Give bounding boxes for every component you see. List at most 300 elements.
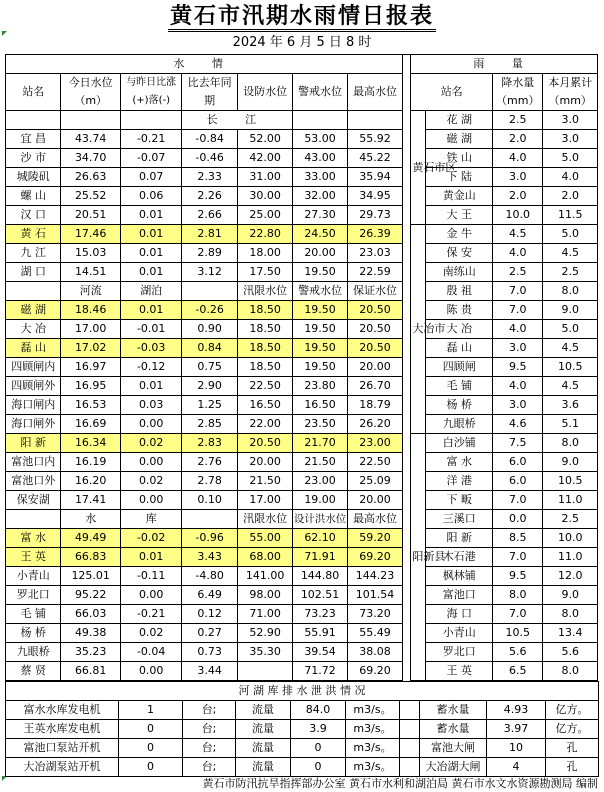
drainage-title: 河 湖 库 排 水 泄 洪 情 况 [6, 682, 599, 701]
vs-last-year: 0.84 [182, 339, 237, 358]
rain-amount: 7.0 [493, 282, 543, 301]
limit-level-3: 45.22 [347, 149, 403, 168]
station-row [6, 358, 598, 377]
rain-station-name: 铁 山 [426, 149, 493, 168]
col-vs-last-year: 比去年同 期 [182, 74, 237, 111]
limit-level-2: 19.50 [293, 320, 347, 339]
section-river: 河流 [61, 282, 120, 301]
vs-yesterday: -0.04 [120, 643, 182, 662]
station-row [6, 149, 598, 168]
limit-level-3: 23.00 [347, 434, 403, 453]
col-res-flood: 汛限水位 [237, 510, 292, 529]
limit-level-2: 16.50 [293, 396, 347, 415]
limit-level-2: 39.54 [293, 643, 347, 662]
drainage-right-value: 10 [487, 739, 546, 758]
vs-last-year: 2.66 [182, 206, 237, 225]
rain-amount: 7.0 [493, 491, 543, 510]
limit-level-3: 26.20 [347, 415, 403, 434]
col-month-total: 本月累计（mm） [543, 74, 598, 111]
station-row [6, 225, 598, 244]
rain-station-name: 富池口 [426, 586, 493, 605]
station-name: 毛 铺 [6, 605, 61, 624]
limit-level-2: 23.80 [293, 377, 347, 396]
drainage-flow: 0 [291, 739, 346, 758]
today-level: 16.53 [61, 396, 120, 415]
station-row [6, 529, 598, 548]
drainage-flow: 0 [291, 758, 346, 777]
station-row [6, 415, 598, 434]
vs-last-year: 0.75 [182, 358, 237, 377]
today-level: 17.41 [61, 491, 120, 510]
rain-amount: 2.5 [493, 263, 543, 282]
limit-level-1: 20.50 [237, 434, 292, 453]
limit-level-1: 18.50 [237, 301, 292, 320]
station-row [6, 244, 598, 263]
col-res-design: 设计洪水位 [293, 510, 347, 529]
station-name: 小青山 [6, 567, 61, 586]
rain-station-name: 杨 桥 [426, 396, 493, 415]
drainage-row [6, 701, 599, 720]
station-name: 沙 市 [6, 149, 61, 168]
rain-amount: 4.0 [493, 377, 543, 396]
station-row [6, 548, 598, 567]
rain-month-total: 5.6 [543, 643, 598, 662]
today-level: 35.23 [61, 643, 120, 662]
drainage-right-label: 蓄水量 [420, 701, 487, 720]
station-name: 汉 口 [6, 206, 61, 225]
station-row [6, 624, 598, 643]
water-rain-table [5, 54, 598, 681]
col-highest: 最高水位 [347, 74, 403, 111]
limit-level-1: 22.80 [237, 225, 292, 244]
vs-last-year: -0.84 [182, 130, 237, 149]
limit-level-1: 141.00 [237, 567, 292, 586]
vs-yesterday: 0.01 [120, 206, 182, 225]
rain-region-label: 黄石市区 [411, 111, 426, 225]
station-name: 城陵矶 [6, 168, 61, 187]
rain-month-total: 2.5 [543, 263, 598, 282]
vs-last-year: 2.83 [182, 434, 237, 453]
limit-level-3: 22.50 [347, 453, 403, 472]
station-row [6, 168, 598, 187]
limit-level-3: 20.00 [347, 358, 403, 377]
vs-yesterday: -0.21 [120, 605, 182, 624]
section-row-lake [6, 282, 598, 301]
drainage-right-label: 大冶湖大闸 [420, 758, 487, 777]
station-name: 富池口外 [6, 472, 61, 491]
limit-level-1: 20.00 [237, 453, 292, 472]
station-row [6, 662, 598, 681]
col-vs-yesterday: 与昨日比涨(+)落(-) [120, 74, 182, 111]
drainage-row [6, 739, 599, 758]
limit-level-1: 22.50 [237, 377, 292, 396]
vs-last-year: 2.33 [182, 168, 237, 187]
rain-month-total: 11.0 [543, 491, 598, 510]
limit-level-3: 26.70 [347, 377, 403, 396]
limit-level-1: 17.00 [237, 491, 292, 510]
vs-yesterday: 0.01 [120, 244, 182, 263]
rain-month-total: 10.5 [543, 358, 598, 377]
column-header-row [6, 74, 598, 111]
limit-level-1: 18.00 [237, 244, 292, 263]
rain-amount: 4.5 [493, 225, 543, 244]
blank-cell [182, 282, 237, 301]
today-level: 66.81 [61, 662, 120, 681]
rain-amount: 2.0 [493, 187, 543, 206]
rain-amount: 9.5 [493, 567, 543, 586]
rain-month-total: 2.5 [543, 510, 598, 529]
limit-level-3: 29.73 [347, 206, 403, 225]
rain-station-name: 保 安 [426, 244, 493, 263]
station-name: 大 冶 [6, 320, 61, 339]
station-row [6, 263, 598, 282]
station-name: 海口闸外 [6, 415, 61, 434]
vs-yesterday: 0.01 [120, 548, 182, 567]
vs-yesterday: 0.03 [120, 396, 182, 415]
drainage-right-unit: 亿方。 [546, 720, 599, 739]
station-row [6, 320, 598, 339]
rain-month-total: 11.0 [543, 548, 598, 567]
rain-amount: 7.5 [493, 434, 543, 453]
vs-last-year: 2.81 [182, 225, 237, 244]
blank-cell [6, 510, 61, 529]
rain-station-name: 三溪口 [426, 510, 493, 529]
drainage-count: 0 [119, 758, 183, 777]
today-level: 49.38 [61, 624, 120, 643]
vs-yesterday: -0.21 [120, 130, 182, 149]
station-row [6, 567, 598, 586]
limit-level-3: 69.20 [347, 662, 403, 681]
today-level: 16.69 [61, 415, 120, 434]
station-row [6, 472, 598, 491]
blank-cell [6, 111, 61, 130]
station-name: 黄 石 [6, 225, 61, 244]
limit-level-1: 52.90 [237, 624, 292, 643]
limit-level-1: 98.00 [237, 586, 292, 605]
col-lake-warning: 警戒水位 [293, 282, 347, 301]
limit-level-3: 34.95 [347, 187, 403, 206]
footer-credits: 黄石市防汛抗旱指挥部办公室 黄石市水利和湖泊局 黄石市水文水资源勘测局 编制 [202, 777, 598, 790]
rain-station-name: 小青山 [426, 624, 493, 643]
drainage-row [6, 720, 599, 739]
station-name: 王 英 [6, 548, 61, 567]
rain-amount: 3.0 [493, 168, 543, 187]
vs-yesterday: 0.02 [120, 434, 182, 453]
rain-region-label: 大冶市 [411, 225, 426, 434]
vs-yesterday: 0.01 [120, 377, 182, 396]
rain-amount: 2.5 [493, 111, 543, 130]
station-name: 九眼桥 [6, 643, 61, 662]
drainage-flow-unit: m3/s。 [346, 758, 400, 777]
report-date: 2024 年 6 月 5 日 8 时 [232, 35, 372, 50]
drainage-unit: 台; [183, 720, 236, 739]
drainage-right-unit: 孔 [546, 758, 599, 777]
header-row [6, 55, 598, 74]
rain-station-name: 陈 贵 [426, 301, 493, 320]
today-level: 16.34 [61, 434, 120, 453]
limit-level-1: 42.00 [237, 149, 292, 168]
rain-month-total: 9.0 [543, 453, 598, 472]
vs-last-year: 0.73 [182, 643, 237, 662]
rain-station-name: 木石港 [426, 548, 493, 567]
rain-station-name: 花 湖 [426, 111, 493, 130]
drainage-right-value: 4 [487, 758, 546, 777]
limit-level-1: 25.00 [237, 206, 292, 225]
section-reservoir-1: 水 [61, 510, 120, 529]
rain-month-total: 5.1 [543, 415, 598, 434]
col-rainfall: 降水量（mm） [493, 74, 543, 111]
limit-level-2: 32.00 [293, 187, 347, 206]
today-level: 16.97 [61, 358, 120, 377]
col-rain-station: 站名 [411, 74, 493, 111]
limit-level-1: 21.50 [237, 472, 292, 491]
blank-cell [400, 758, 420, 777]
limit-level-3: 25.09 [347, 472, 403, 491]
station-name: 四顾闸外 [6, 377, 61, 396]
section-lake: 湖泊 [120, 282, 182, 301]
limit-level-3: 23.03 [347, 244, 403, 263]
today-level: 16.95 [61, 377, 120, 396]
drainage-unit: 台; [183, 739, 236, 758]
blank-cell [400, 701, 420, 720]
blank-cell [120, 111, 182, 130]
limit-level-1: 30.00 [237, 187, 292, 206]
limit-level-2: 43.00 [293, 149, 347, 168]
rain-station-name: 下 畈 [426, 491, 493, 510]
station-row [6, 396, 598, 415]
rain-amount: 4.0 [493, 320, 543, 339]
col-lake-flood: 汛限水位 [237, 282, 292, 301]
rain-month-total: 9.0 [543, 301, 598, 320]
vs-last-year: 0.27 [182, 624, 237, 643]
vs-last-year: 3.43 [182, 548, 237, 567]
today-level: 17.02 [61, 339, 120, 358]
rain-amount: 2.0 [493, 130, 543, 149]
rain-station-name: 九眼桥 [426, 415, 493, 434]
limit-level-2: 23.50 [293, 415, 347, 434]
limit-level-1: 17.50 [237, 263, 292, 282]
section-changjiang: 长 江 [182, 111, 293, 130]
rain-station-name: 枫林铺 [426, 567, 493, 586]
limit-level-2: 24.50 [293, 225, 347, 244]
rain-month-total: 4.0 [543, 168, 598, 187]
rain-month-total: 4.5 [543, 244, 598, 263]
rain-station-name: 磊 山 [426, 339, 493, 358]
vs-last-year: 2.76 [182, 453, 237, 472]
vs-yesterday: 0.00 [120, 662, 182, 681]
vs-last-year: 2.90 [182, 377, 237, 396]
today-level: 25.52 [61, 187, 120, 206]
limit-level-2: 55.91 [293, 624, 347, 643]
limit-level-3: 20.50 [347, 301, 403, 320]
today-level: 16.19 [61, 453, 120, 472]
drainage-facility: 富池口泵站开机 [6, 739, 119, 758]
today-level: 34.70 [61, 149, 120, 168]
limit-level-2: 33.00 [293, 168, 347, 187]
limit-level-2: 73.23 [293, 605, 347, 624]
station-name: 湖 口 [6, 263, 61, 282]
rain-month-total: 5.0 [543, 320, 598, 339]
rain-month-total: 8.0 [543, 662, 598, 681]
blank-cell [400, 739, 420, 758]
col-today-level: 今日水位（m） [61, 74, 120, 111]
limit-level-2: 71.72 [293, 662, 347, 681]
station-name: 富 水 [6, 529, 61, 548]
vs-last-year: 6.49 [182, 586, 237, 605]
vs-yesterday: -0.01 [120, 320, 182, 339]
today-level: 15.03 [61, 244, 120, 263]
limit-level-1: 18.50 [237, 320, 292, 339]
drainage-flow-label: 流量 [236, 720, 291, 739]
station-row [6, 130, 598, 149]
limit-level-3: 18.79 [347, 396, 403, 415]
station-name: 阳 新 [6, 434, 61, 453]
blank-cell [347, 111, 403, 130]
blank-cell [6, 282, 61, 301]
rain-amount: 9.5 [493, 358, 543, 377]
vs-yesterday: 0.00 [120, 453, 182, 472]
col-flood-control: 设防水位 [237, 74, 292, 111]
drainage-right-value: 3.97 [487, 720, 546, 739]
limit-level-3: 26.39 [347, 225, 403, 244]
station-name: 磊 山 [6, 339, 61, 358]
today-level: 18.46 [61, 301, 120, 320]
rain-month-total: 5.0 [543, 149, 598, 168]
drainage-right-unit: 孔 [546, 739, 599, 758]
today-level: 20.51 [61, 206, 120, 225]
rain-station-name: 毛 铺 [426, 377, 493, 396]
rain-month-total: 4.5 [543, 377, 598, 396]
limit-level-1 [237, 662, 292, 681]
limit-level-2: 19.50 [293, 263, 347, 282]
drainage-unit: 台; [183, 758, 236, 777]
limit-level-3: 59.20 [347, 529, 403, 548]
drainage-flow-unit: m3/s。 [346, 720, 400, 739]
limit-level-2: 62.10 [293, 529, 347, 548]
today-level: 125.01 [61, 567, 120, 586]
rain-month-total: 4.5 [543, 339, 598, 358]
rain-station-name: 白沙铺 [426, 434, 493, 453]
drainage-flow-label: 流量 [236, 701, 291, 720]
rain-amount: 6.0 [493, 453, 543, 472]
station-row [6, 586, 598, 605]
today-level: 14.51 [61, 263, 120, 282]
limit-level-3: 22.59 [347, 263, 403, 282]
rain-region-label: 阳新县 [411, 434, 426, 681]
rain-station-name: 海 口 [426, 605, 493, 624]
limit-level-2: 19.50 [293, 358, 347, 377]
station-name: 宜 昌 [6, 130, 61, 149]
vs-yesterday: -0.07 [120, 149, 182, 168]
station-name: 九 江 [6, 244, 61, 263]
drainage-count: 0 [119, 739, 183, 758]
vs-last-year: -4.80 [182, 567, 237, 586]
limit-level-3: 38.08 [347, 643, 403, 662]
station-row [6, 339, 598, 358]
limit-level-1: 31.00 [237, 168, 292, 187]
rain-amount: 0.0 [493, 510, 543, 529]
rain-amount: 10.5 [493, 624, 543, 643]
rain-month-total: 13.4 [543, 624, 598, 643]
limit-level-3: 20.00 [347, 491, 403, 510]
limit-level-1: 71.00 [237, 605, 292, 624]
limit-level-3: 35.94 [347, 168, 403, 187]
station-name: 罗北口 [6, 586, 61, 605]
rain-amount: 4.6 [493, 415, 543, 434]
limit-level-2: 19.50 [293, 301, 347, 320]
rain-month-total: 11.5 [543, 206, 598, 225]
vs-last-year: 0.12 [182, 605, 237, 624]
section-row-changjiang [6, 111, 598, 130]
blank-cell [400, 720, 420, 739]
limit-level-3: 55.49 [347, 624, 403, 643]
rain-month-total: 8.0 [543, 282, 598, 301]
vs-yesterday: -0.02 [120, 529, 182, 548]
rain-station-name: 富 水 [426, 453, 493, 472]
limit-level-3: 144.23 [347, 567, 403, 586]
vs-yesterday: 0.07 [120, 168, 182, 187]
today-level: 17.46 [61, 225, 120, 244]
rain-month-total: 3.0 [543, 111, 598, 130]
drainage-facility: 富水水库发电机 [6, 701, 119, 720]
rain-month-total: 2.0 [543, 187, 598, 206]
rain-amount: 4.0 [493, 244, 543, 263]
limit-level-1: 52.00 [237, 130, 292, 149]
blank-cell [293, 111, 347, 130]
drainage-flow: 84.0 [291, 701, 346, 720]
limit-level-1: 68.00 [237, 548, 292, 567]
drainage-flow: 3.9 [291, 720, 346, 739]
rain-station-name: 殷 祖 [426, 282, 493, 301]
today-level: 43.74 [61, 130, 120, 149]
rain-amount: 10.0 [493, 206, 543, 225]
section-reservoir-2: 库 [120, 510, 182, 529]
rain-month-total: 12.0 [543, 567, 598, 586]
limit-level-2: 144.80 [293, 567, 347, 586]
limit-level-3: 20.50 [347, 339, 403, 358]
rain-month-total: 9.0 [543, 586, 598, 605]
vs-yesterday: 0.01 [120, 301, 182, 320]
vs-yesterday: -0.12 [120, 358, 182, 377]
drainage-flow-unit: m3/s。 [346, 701, 400, 720]
vs-yesterday: -0.11 [120, 567, 182, 586]
rain-month-total: 8.0 [543, 434, 598, 453]
today-level: 26.63 [61, 168, 120, 187]
rain-month-total: 3.0 [543, 130, 598, 149]
vs-yesterday: 0.00 [120, 586, 182, 605]
station-row [6, 605, 598, 624]
limit-level-2: 102.51 [293, 586, 347, 605]
today-level: 16.20 [61, 472, 120, 491]
station-row [6, 491, 598, 510]
rain-amount: 6.0 [493, 472, 543, 491]
rain-station-name: 黄金山 [426, 187, 493, 206]
drainage-facility: 王英水库发电机 [6, 720, 119, 739]
drainage-right-label: 富池大闸 [420, 739, 487, 758]
vs-last-year: 0.90 [182, 320, 237, 339]
limit-level-2: 71.91 [293, 548, 347, 567]
limit-level-2: 21.70 [293, 434, 347, 453]
vs-last-year: -0.96 [182, 529, 237, 548]
drainage-table [5, 681, 599, 777]
station-name: 保安湖 [6, 491, 61, 510]
drainage-right-label: 蓄水量 [420, 720, 487, 739]
drainage-facility: 大冶湖泵站开机 [6, 758, 119, 777]
vs-yesterday: -0.03 [120, 339, 182, 358]
limit-level-3: 101.54 [347, 586, 403, 605]
limit-level-1: 22.00 [237, 415, 292, 434]
rain-amount: 4.0 [493, 149, 543, 168]
